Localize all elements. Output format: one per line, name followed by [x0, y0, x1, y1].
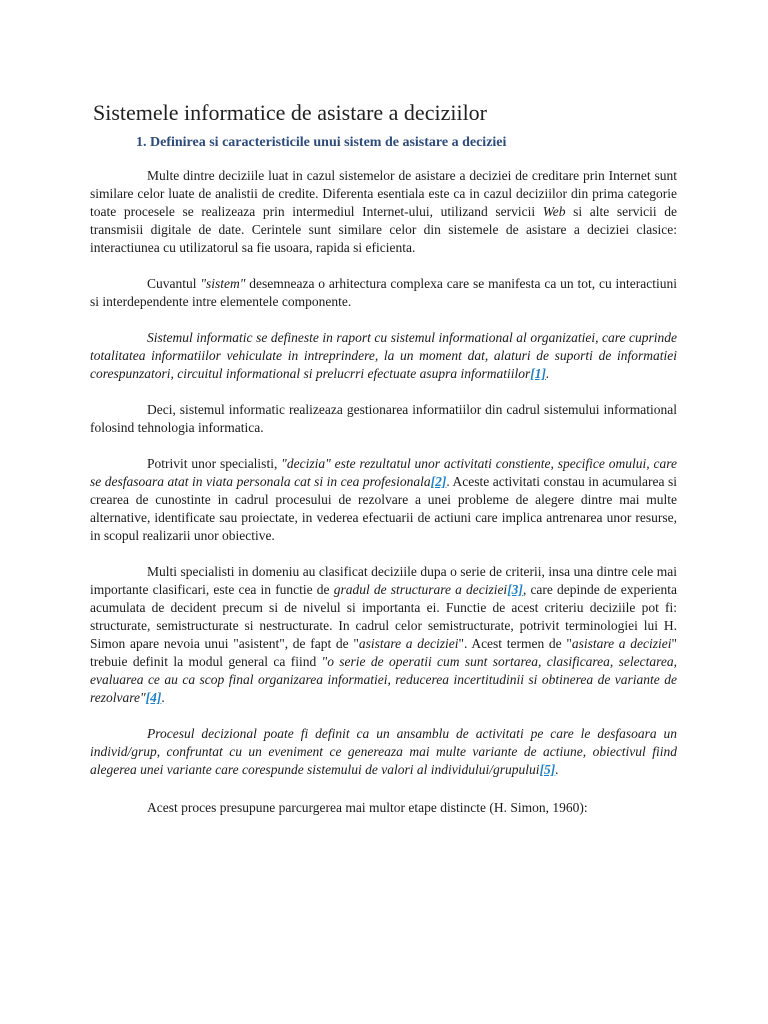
footnote-link-1[interactable]: [1]	[530, 366, 546, 381]
document-title: Sistemele informatice de asistare a deciziilor	[93, 100, 488, 125]
paragraph-3: Sistemul informatic se defineste in raport cu sistemul informational al organizatiei, care cuprinde totalitatea informatiilor vehiculate in intreprindere, la un moment dat, alaturi de suporti de informatiei corespunzatori, circuitul informational si prelucrri efectuate asupra informatiilor[1].	[90, 330, 677, 381]
italic-term: "sistem"	[200, 276, 246, 291]
paragraph-6: Multi specialisti in domeniu au clasificat deciziile dupa o serie de criterii, insa una dintre cele mai importante clasificari, este cea in functie de gradul de structurare a deciziei[3], care depinde de experienta acumulata de decident precum si de nivelul si importanta ei. Functie de acest criteriu deciziile pot fi: structurate, semistructurate si nestructurate. In cadrul celor semistructurate, potrivit terminologiei lui H. Simon apare nevoia unui "asistent", de fapt de "asistare a deciziei". Acest termen de "asistare a deciziei" trebuie definit la modul general ca fiind "o serie de operatii cum sunt sortarea, clasificarea, selectarea, evaluarea ce au ca scop final organizarea informatiei, reducerea incertitudinii si obtinerea de variante de rezolvare"[4].	[90, 564, 677, 705]
paragraph-4: Deci, sistemul informatic realizeaza gestionarea informatiilor din cadrul sistemului informational folosind tehnologia informatica.	[90, 402, 677, 435]
italic-term: Web	[542, 204, 566, 219]
italic-quote: "decizia" este rezultatul unor activitati constiente, specifice omului, care se desfasoara atat in viata personala cat si in cea profesionala	[90, 456, 677, 489]
paragraph-2: Cuvantul "sistem" desemneaza o arhitectura complexa care se manifesta ca un tot, cu interactiuni si interdependente intre elementele componente.	[90, 276, 677, 309]
footnote-link-4[interactable]: [4]	[145, 690, 162, 705]
section-heading: 1. Definirea si caracteristicile unui sistem de asistare a deciziei	[136, 135, 507, 150]
paragraph-8: Acest proces presupune parcurgerea mai multor etape distincte (H. Simon, 1960):	[147, 800, 588, 815]
footnote-link-2[interactable]: [2]	[430, 474, 447, 489]
document-body	[90, 167, 677, 835]
footnote-link-5[interactable]: [5]	[539, 762, 556, 777]
paragraph-7: Procesul decizional poate fi definit ca un ansamblu de activitati pe care le desfasoara un individ/grup, confruntat cu un eveniment ce genereaza mai multe variante de actiune, obiectivul fiind alegerea unei variante care corespunde sistemului de valori al individului/grupului[5].	[90, 726, 677, 777]
paragraph-1: Multe dintre deciziile luat in cazul sistemelor de asistare a deciziei de creditare prin Internet sunt similare celor luate de analistii de credite. Diferenta esentiala este ca in cazul deciziilor din prima categorie toate procesele se realizeaza prin intermediul Internet-ului, utilizand servicii Web si alte servicii de transmisii digitale de date. Cerintele sunt similare celor din sistemele de asistare a deciziei clasice: interactiunea cu utilizatorul sa fie usoara, rapida si eficienta.	[90, 168, 677, 255]
paragraph-5: Potrivit unor specialisti, "decizia" este rezultatul unor activitati constiente, specifice omului, care se desfasoara atat in viata personala cat si in cea profesionala[2]. Aceste activitati constau in acumularea si crearea de cunostinte in cadrul procesului de rezolvare a unei probleme de alegere dintre mai multe alternative, identificate sau proiectate, in vederea efectuarii de actiuni care implica antrenarea unor resurse, in scopul realizarii unor obiective.	[90, 456, 677, 543]
footnote-link-3[interactable]: [3]	[507, 582, 523, 597]
